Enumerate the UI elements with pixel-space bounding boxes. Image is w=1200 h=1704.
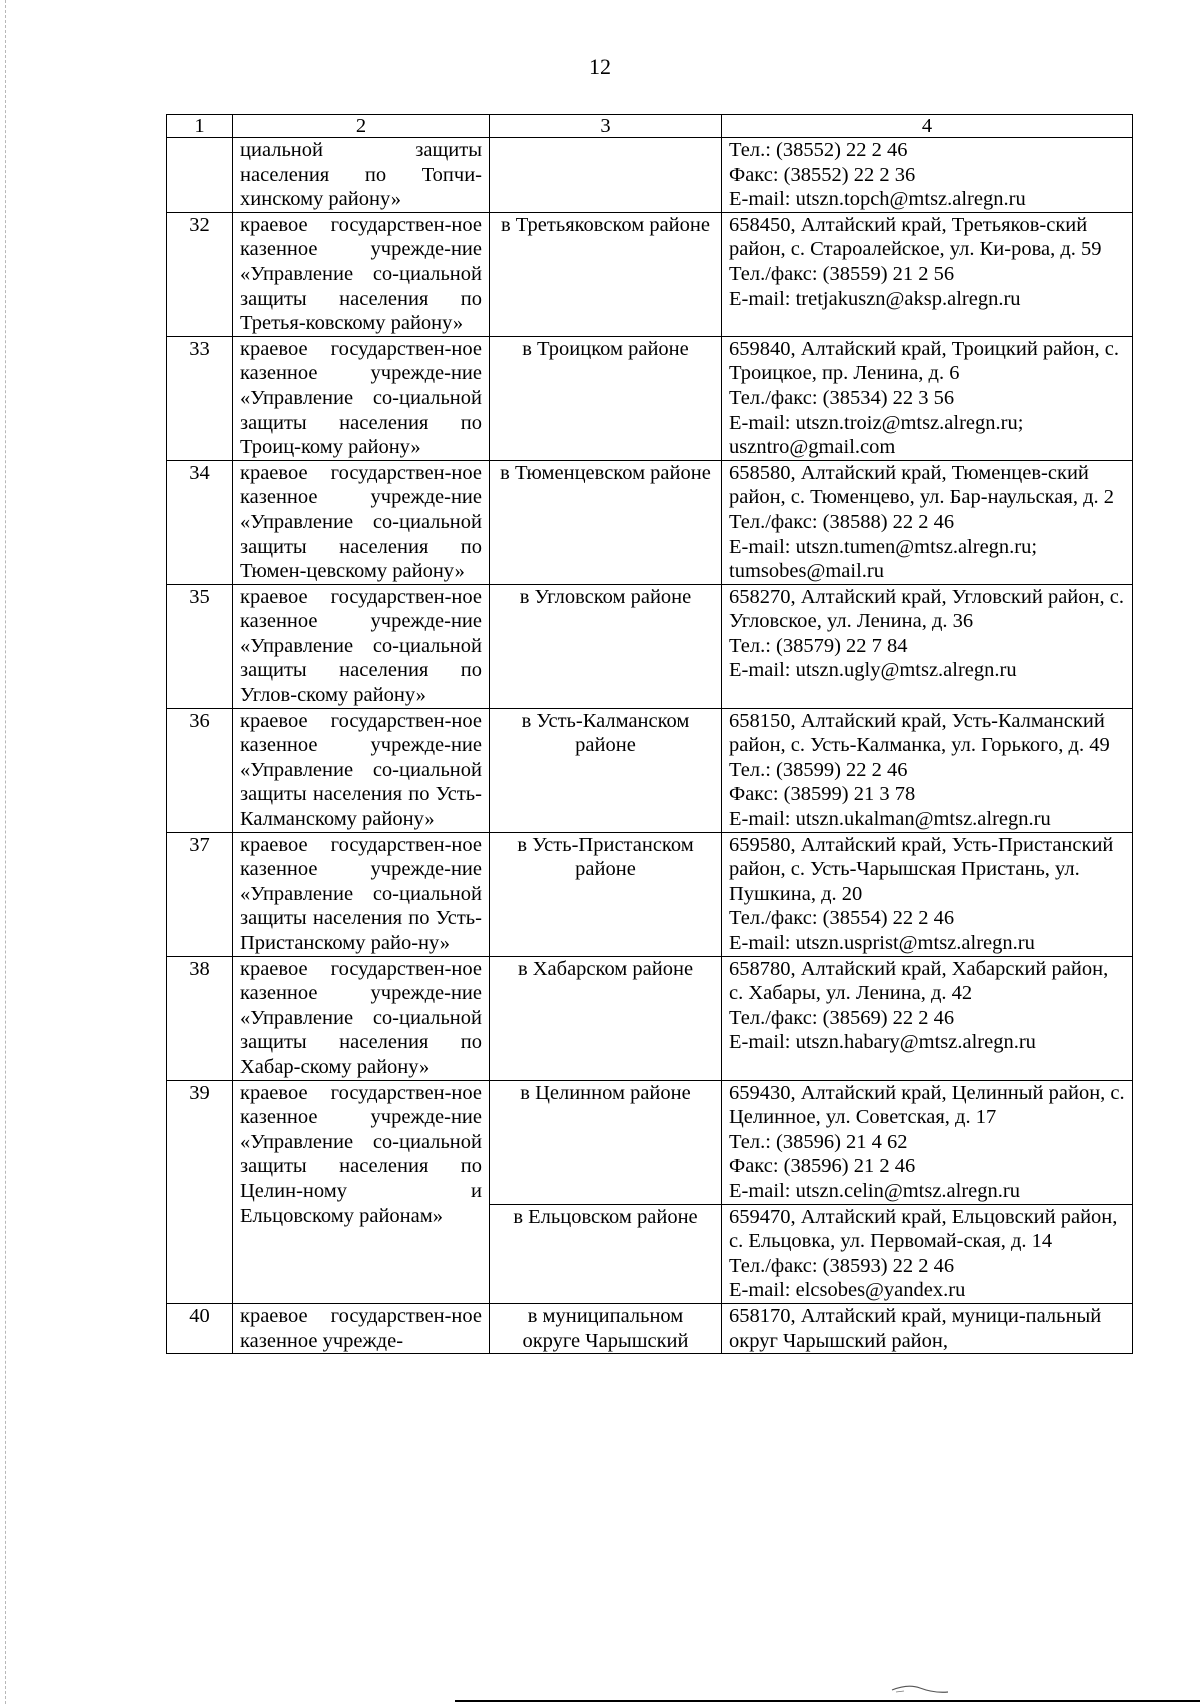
institution-name: циальной защиты населения по Топчи-хинскому району» <box>233 138 490 213</box>
table-row <box>167 832 1133 956</box>
table-header-row <box>167 115 1133 138</box>
district-name: в Усть-Пристанском районе <box>490 832 722 956</box>
institution-name: краевое государствен-ное казенное учрежде-ние «Управление со-циальной защиты населения по Хабар-скому району» <box>233 956 490 1080</box>
institution-name: краевое государствен-ное казенное учрежде-ние «Управление со-циальной защиты населения по Целин-ному и Ельцовскому районам» <box>233 1080 490 1303</box>
header-col-4: 4 <box>722 115 1133 138</box>
district-name: в Усть-Калманском районе <box>490 708 722 832</box>
institution-name: краевое государствен-ное казенное учрежде-ние «Управление со-циальной защиты населения по Усть-Пристанскому райо-ну» <box>233 832 490 956</box>
address-contacts: 658580, Алтайский край, Тюменцев-ский район, с. Тюменцево, ул. Бар-наульская, д. 2 Тел./факс: (38588) 22 2 46 E-mail: utszn.tumen@mtsz.alregn.ru; tumsobes@mail.ru <box>722 460 1133 584</box>
address-contacts: Тел.: (38552) 22 2 46 Факс: (38552) 22 2 36 E-mail: utszn.topch@mtsz.alregn.ru <box>722 138 1133 213</box>
district-name: в Ельцовском районе <box>490 1204 722 1303</box>
header-col-2: 2 <box>233 115 490 138</box>
table-row <box>167 956 1133 1080</box>
left-margin-scan-line <box>5 0 6 1704</box>
table-row <box>167 708 1133 832</box>
district-name: в Троицком районе <box>490 336 722 460</box>
address-contacts: 658450, Алтайский край, Третьяков-ский район, с. Староалейское, ул. Ки-рова, д. 59 Тел./факс: (38559) 21 2 56 E-mail: tretjakuszn@aksp.alregn.ru <box>722 212 1133 336</box>
bottom-rule <box>455 1700 1200 1702</box>
row-number: 35 <box>167 584 233 708</box>
header-col-3: 3 <box>490 115 722 138</box>
address-contacts: 658170, Алтайский край, муници-пальный округ Чарышский район, <box>722 1303 1133 1353</box>
institution-name: краевое государствен-ное казенное учрежде-ние «Управление со-циальной защиты населения по Троиц-кому району» <box>233 336 490 460</box>
row-number: 32 <box>167 212 233 336</box>
address-contacts: 659430, Алтайский край, Целинный район, с. Целинное, ул. Советская, д. 17 Тел.: (38596) 21 4 62 Факс: (38596) 21 2 46 E-mail: utszn.celin@mtsz.alregn.ru <box>722 1080 1133 1204</box>
district-name: в Тюменцевском районе <box>490 460 722 584</box>
row-number <box>167 138 233 213</box>
institutions-table <box>166 114 1133 1354</box>
institution-name: краевое государствен-ное казенное учрежде- <box>233 1303 490 1353</box>
institution-name: краевое государствен-ное казенное учрежде-ние «Управление со-циальной защиты населения по Углов-скому району» <box>233 584 490 708</box>
page-number: 12 <box>589 54 611 79</box>
address-contacts: 658150, Алтайский край, Усть-Калманский район, с. Усть-Калманка, ул. Горького, д. 49 Тел.: (38599) 22 2 46 Факс: (38599) 21 3 78 E-mail: utszn.ukalman@mtsz.alregn.ru <box>722 708 1133 832</box>
table-row <box>167 460 1133 584</box>
row-number: 33 <box>167 336 233 460</box>
institution-name: краевое государствен-ное казенное учрежде-ние «Управление со-циальной защиты населения по Усть-Калманскому району» <box>233 708 490 832</box>
table-row <box>167 1080 1133 1204</box>
table-row <box>167 212 1133 336</box>
address-contacts: 659840, Алтайский край, Троицкий район, с. Троицкое, пр. Ленина, д. 6 Тел./факс: (38534) 22 3 56 E-mail: utszn.troiz@mtsz.alregn.ru; uszntro@gmail.com <box>722 336 1133 460</box>
row-number: 38 <box>167 956 233 1080</box>
institution-name: краевое государствен-ное казенное учрежде-ние «Управление со-циальной защиты населения по Тюмен-цевскому району» <box>233 460 490 584</box>
institution-name: краевое государствен-ное казенное учрежде-ние «Управление со-циальной защиты населения по Третья-ковскому району» <box>233 212 490 336</box>
district-name: в Третьяковском районе <box>490 212 722 336</box>
row-number: 37 <box>167 832 233 956</box>
row-number: 39 <box>167 1080 233 1303</box>
table-row <box>167 1303 1133 1353</box>
row-number: 40 <box>167 1303 233 1353</box>
district-name: в Целинном районе <box>490 1080 722 1204</box>
district-name <box>490 138 722 213</box>
address-contacts: 659470, Алтайский край, Ельцовский район, с. Ельцовка, ул. Первомай-ская, д. 14 Тел./факс: (38593) 22 2 46 E-mail: elcsobes@yandex.ru <box>722 1204 1133 1303</box>
table-row <box>167 584 1133 708</box>
district-name: в Угловском районе <box>490 584 722 708</box>
address-contacts: 659580, Алтайский край, Усть-Пристанский район, с. Усть-Чарышская Пристань, ул. Пушкина, д. 20 Тел./факс: (38554) 22 2 46 E-mail: utszn.usprist@mtsz.alregn.ru <box>722 832 1133 956</box>
handwritten-mark <box>890 1684 950 1694</box>
row-number: 34 <box>167 460 233 584</box>
address-contacts: 658270, Алтайский край, Угловский район, с. Угловское, ул. Ленина, д. 36 Тел.: (38579) 22 7 84 E-mail: utszn.ugly@mtsz.alregn.ru <box>722 584 1133 708</box>
table-row <box>167 336 1133 460</box>
address-contacts: 658780, Алтайский край, Хабарский район, с. Хабары, ул. Ленина, д. 42 Тел./факс: (38569) 22 2 46 E-mail: utszn.habary@mtsz.alregn.ru <box>722 956 1133 1080</box>
district-name: в Хабарском районе <box>490 956 722 1080</box>
table-row <box>167 138 1133 213</box>
district-name: в муниципальном округе Чарышский <box>490 1303 722 1353</box>
header-col-1: 1 <box>167 115 233 138</box>
row-number: 36 <box>167 708 233 832</box>
